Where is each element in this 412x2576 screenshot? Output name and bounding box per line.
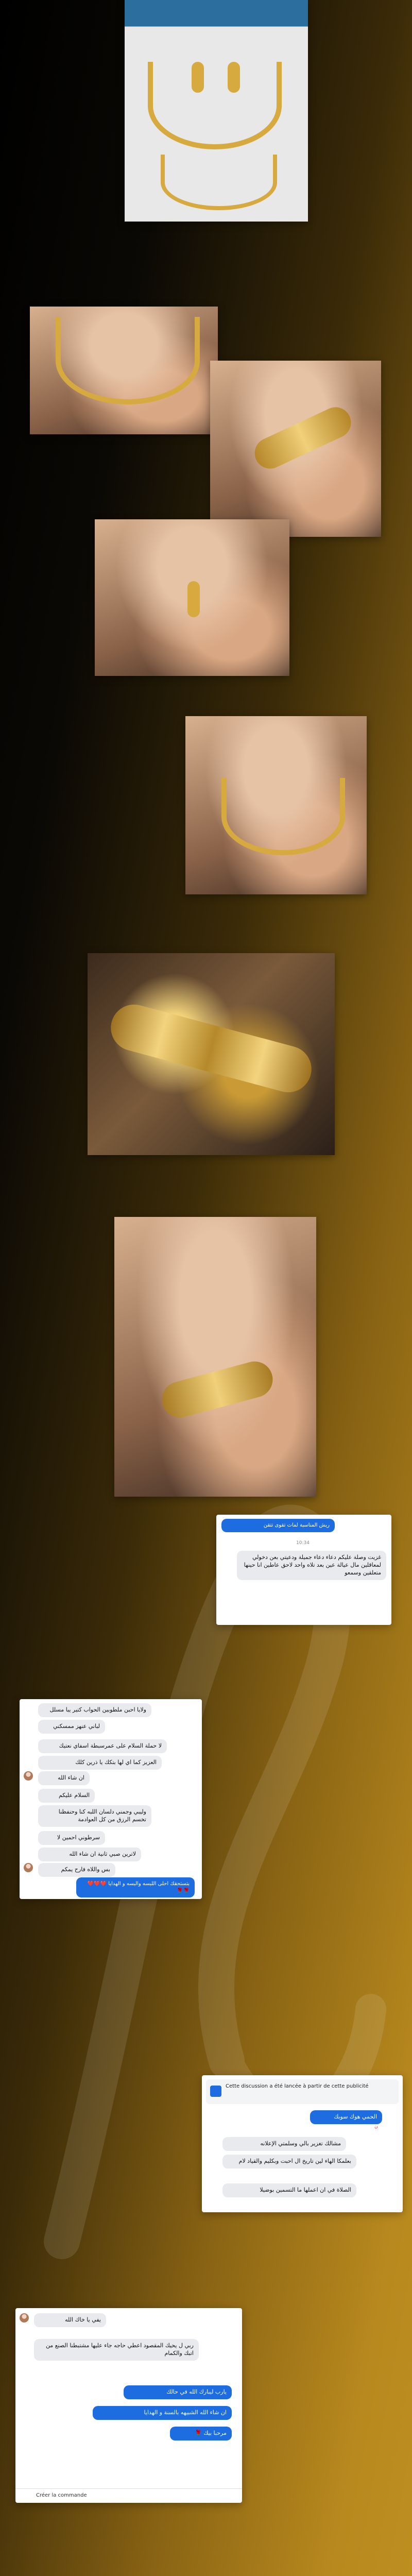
chat-bubble-in: ان شاء الله bbox=[38, 1771, 90, 1785]
chat-bubble-in: السلام عليكم bbox=[38, 1789, 95, 1803]
chat-screenshot-4 bbox=[15, 2308, 242, 2503]
chat-footer bbox=[15, 2488, 242, 2503]
chat-screenshot-1 bbox=[216, 1515, 391, 1625]
chat-bubble-in: ربي ل يحيك المقصود اعطي حاجه جاء عليها مشتبطنا الصنع من اتبك والكمام bbox=[34, 2339, 199, 2361]
chat-bubble-out: ريش المناسبة لمات تقوى تتقن bbox=[221, 1519, 335, 1532]
avatar bbox=[20, 2313, 29, 2323]
product-photo-necklace-closeup bbox=[30, 307, 218, 434]
chat-screenshot-2 bbox=[20, 1699, 202, 1899]
chat-bubble-out: الحمي هوك سوبك bbox=[310, 2110, 382, 2124]
chat-bubble-in: غزيت وصلة عليكم دعاء دعاء جميلة ودعيتي بعن دخولي لمعاقلين مال عيالة عين بعد تلاه واحد لاحق عاطين انا حينها متعلقين وسمعو bbox=[237, 1551, 386, 1580]
ad-banner bbox=[206, 2079, 399, 2104]
ad-banner-text: Cette discussion a été lancée à partir de cette publicité bbox=[226, 2083, 369, 2089]
chat-bubble-in: مشالك تغزير بالي وسلمتي الإعلانه bbox=[222, 2137, 346, 2151]
chat-bubble-in: الصلاة في ان اعملها ما التسمين بوضيلا bbox=[222, 2183, 356, 2197]
avatar bbox=[24, 1771, 33, 1781]
chat-bubble-in: وليبي وجمني دلسان اللبه كنا وحنفظنا تخسم الرزق من كل العوادمة bbox=[38, 1805, 151, 1827]
chat-bubble-in: العزيز كما اي لها بتكك يا ذرين كلك bbox=[38, 1756, 162, 1770]
chat-bubble-out: بتستحقك احلى اللبسه والبسه و الهدايا ❤️❤️❤️🌹🌹 bbox=[76, 1877, 195, 1897]
chat-screenshot-3 bbox=[202, 2075, 403, 2212]
chat-bubble-out: ان شاء الله الشبيهه بالسنة و الهدايا bbox=[93, 2406, 232, 2420]
chat-timestamp: 10:34 bbox=[296, 1540, 310, 1546]
product-photo-set-box bbox=[125, 0, 308, 222]
product-photo-bracelet-wrist bbox=[210, 361, 381, 537]
chat-bubble-in: ولايا احبن ملطوبين الحواب كتير يبا مسلل bbox=[38, 1703, 151, 1717]
chat-bubble-out: يارب ليبارك الله في حالك bbox=[124, 2385, 232, 2399]
product-photo-bracelet-hand bbox=[114, 1217, 316, 1497]
chat-bubble-in: بعلمكا الهاء لين تاريخ ال احبت وبكليم والقياد لام bbox=[222, 2155, 356, 2168]
chat-bubble-in: بس واللاه فارح يمكم bbox=[38, 1863, 115, 1877]
product-photo-earring bbox=[95, 519, 289, 676]
create-order-button[interactable]: Créer la commande bbox=[36, 2493, 87, 2498]
avatar bbox=[24, 1863, 33, 1872]
chat-bubble-in: لا حملة السلام على عمرسبطة اسفاي نعتيك bbox=[38, 1739, 167, 1753]
ad-icon bbox=[210, 2086, 221, 2097]
product-photo-necklace-model bbox=[185, 716, 367, 894]
product-photo-bracelet-closeup bbox=[88, 953, 335, 1155]
chat-bubble-in: لاترين صبي ثانية ان شاء الله bbox=[38, 1848, 141, 1861]
chat-bubble-in: يفي يا خاك الله bbox=[34, 2313, 106, 2327]
chat-marker: ن bbox=[374, 2124, 378, 2129]
chat-bubble-in: لباني عنهز ممسكني bbox=[38, 1720, 105, 1734]
chat-bubble-in: سرطوني احمين لا bbox=[38, 1831, 105, 1845]
chat-bubble-out: مرحبا بيك 🌹 bbox=[170, 2427, 232, 2441]
